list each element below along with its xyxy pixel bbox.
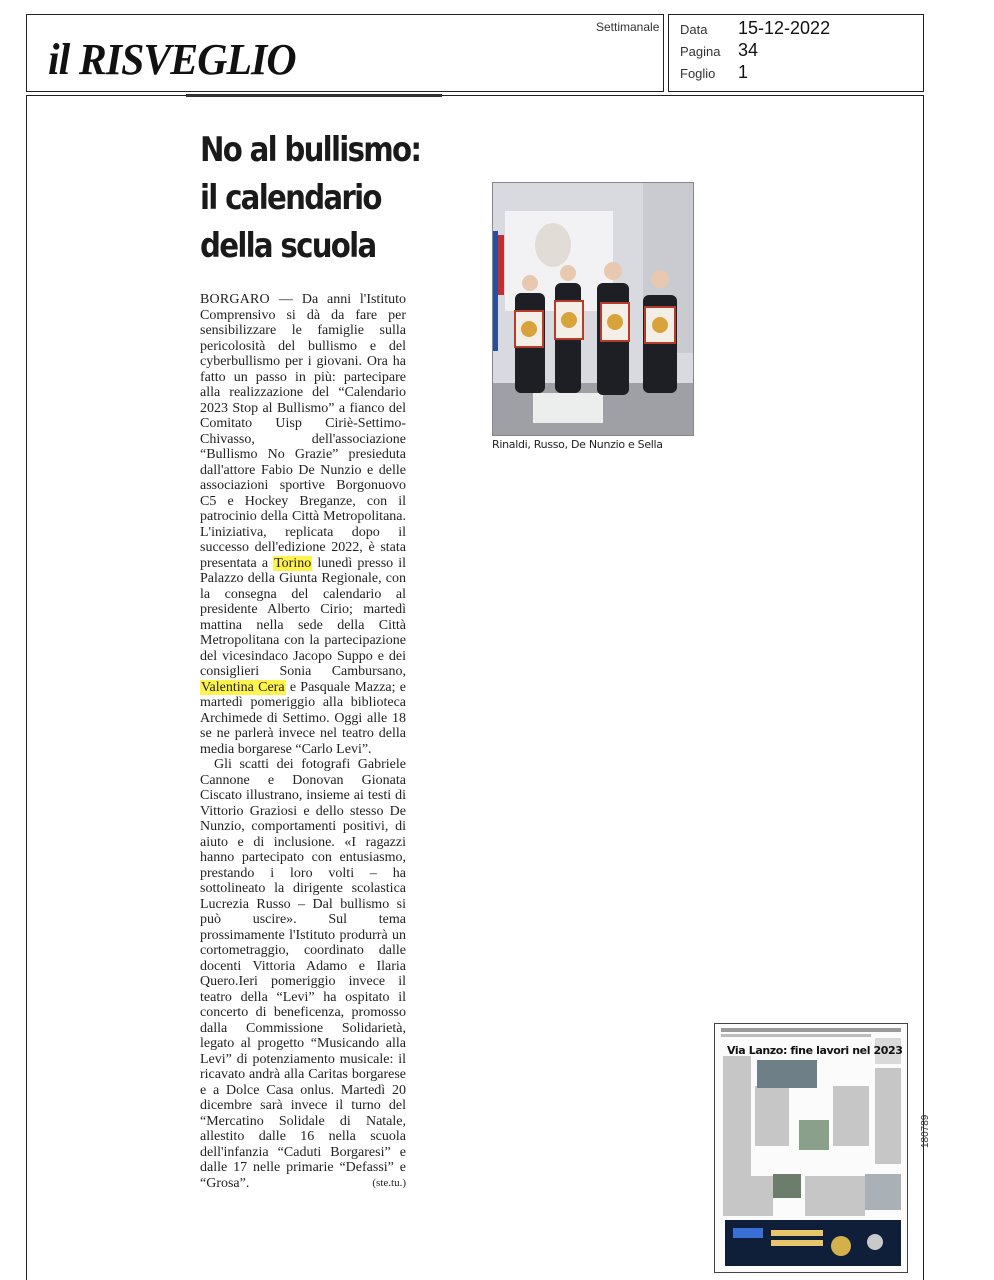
page-label: Pagina	[680, 44, 721, 59]
date-label: Data	[680, 22, 708, 37]
article-text: e Pasquale Mazza; e martedì pomeriggio alla biblioteca Archimede di Settimo. Oggi alle 18 se ne parlerà invece nel teatro della media borgarese “Carlo Levi”.	[200, 679, 407, 757]
date-value: 15-12-2022	[738, 18, 831, 38]
front-page-thumbnail	[714, 1023, 908, 1273]
sheet-value: 1	[738, 62, 749, 82]
article-headline	[200, 126, 424, 270]
newspaper-logo: il RISVEGLIO	[48, 35, 296, 84]
article-dateline: BORGARO —	[200, 292, 294, 307]
article-body	[200, 292, 406, 1191]
page-value: 34	[738, 40, 759, 60]
photo-caption: Rinaldi, Russo, De Nunzio e Sella	[492, 438, 663, 451]
headline-line: della scuola	[200, 226, 376, 266]
document-code: 180789	[920, 1114, 931, 1148]
section-rule	[186, 94, 442, 97]
photo-illustration	[493, 183, 693, 435]
article-text: Da anni l'Istituto Comprensivo si dà da fare per sensibilizzare le famiglie sulla pericolosità del bullismo e del cyberbullismo per i giovani. Ora ha fatto un passo in più: partecipare alla realizzazione del “Calendario 2023 Stop al Bullismo” a fianco del Comitato Uisp Ciriè-Settimo-Chivasso, dell'associazione “Bullismo No Grazie” presieduta dall'attore Fabio De Nunzio e delle associazioni sportive Borgonuovo C5 e Hockey Breganze, con il patrocinio della Città Metropolitana. L'iniziativa, replicata dopo il successo dell'edizione 2022, è stata presentata a	[200, 292, 406, 571]
headline-line: il calendario	[200, 178, 381, 218]
article-paragraph	[200, 757, 406, 1191]
article-photo	[492, 182, 694, 436]
highlighted-term: Torino	[274, 555, 312, 571]
periodicity-label: Settimanale	[596, 20, 660, 34]
headline-line: No al bullismo:	[200, 130, 421, 170]
sheet-label: Foglio	[680, 66, 716, 81]
thumbnail-headline: Via Lanzo: fine lavori nel 2023	[727, 1044, 903, 1057]
article-paragraph	[200, 292, 406, 757]
article-text: lunedì presso il Palazzo della Giunta Regionale, con la consegna del calendario al presidente Alberto Cirio; martedì mattina nella sede della Città Metropolitana con la partecipazione del vicesindaco Jacopo Suppo e dei consiglieri Sonia Cambursano,	[200, 555, 407, 679]
article-text: Gli scatti dei fotografi Gabriele Cannone e Donovan Gionata Ciscato illustrano, insieme ai testi di Vittorio Graziosi e dello stesso De Nunzio, comportamenti positivi, di aiuto e di inclusione. «I ragazzi hanno partecipato con entusiasmo, prestando i loro volti – ha sottolineato la dirigente scolastica Lucrezia Russo – Dal bullismo si può uscire». Sul tema prossimamente l'Istituto produrrà un cortometraggio, coordinato dalle docenti Vittoria Adamo e Ilaria Quero.Ieri pomeriggio invece il teatro della “Levi” ha ospitato il concerto di beneficenza, promosso dalla Commissione Solidarietà, legato al progetto “Musicando alla Levi” di potenziamento musicale: il ricavato andrà alla Caritas borgarese e a Dolce Casa onlus. Martedì 20 dicembre sarà invece il turno del “Mercatino Solidale di Natale, allestito dalle 16 nella scuola dell'infanzia “Caduti Borgaresi” e dalle 17 nelle primarie “Defassi” e “Grosa”.	[200, 757, 406, 1191]
article-signature: (ste.tu.)	[372, 1176, 406, 1189]
thumbnail-layout	[715, 1024, 907, 1272]
highlighted-term: Valentina Cera	[201, 679, 285, 695]
